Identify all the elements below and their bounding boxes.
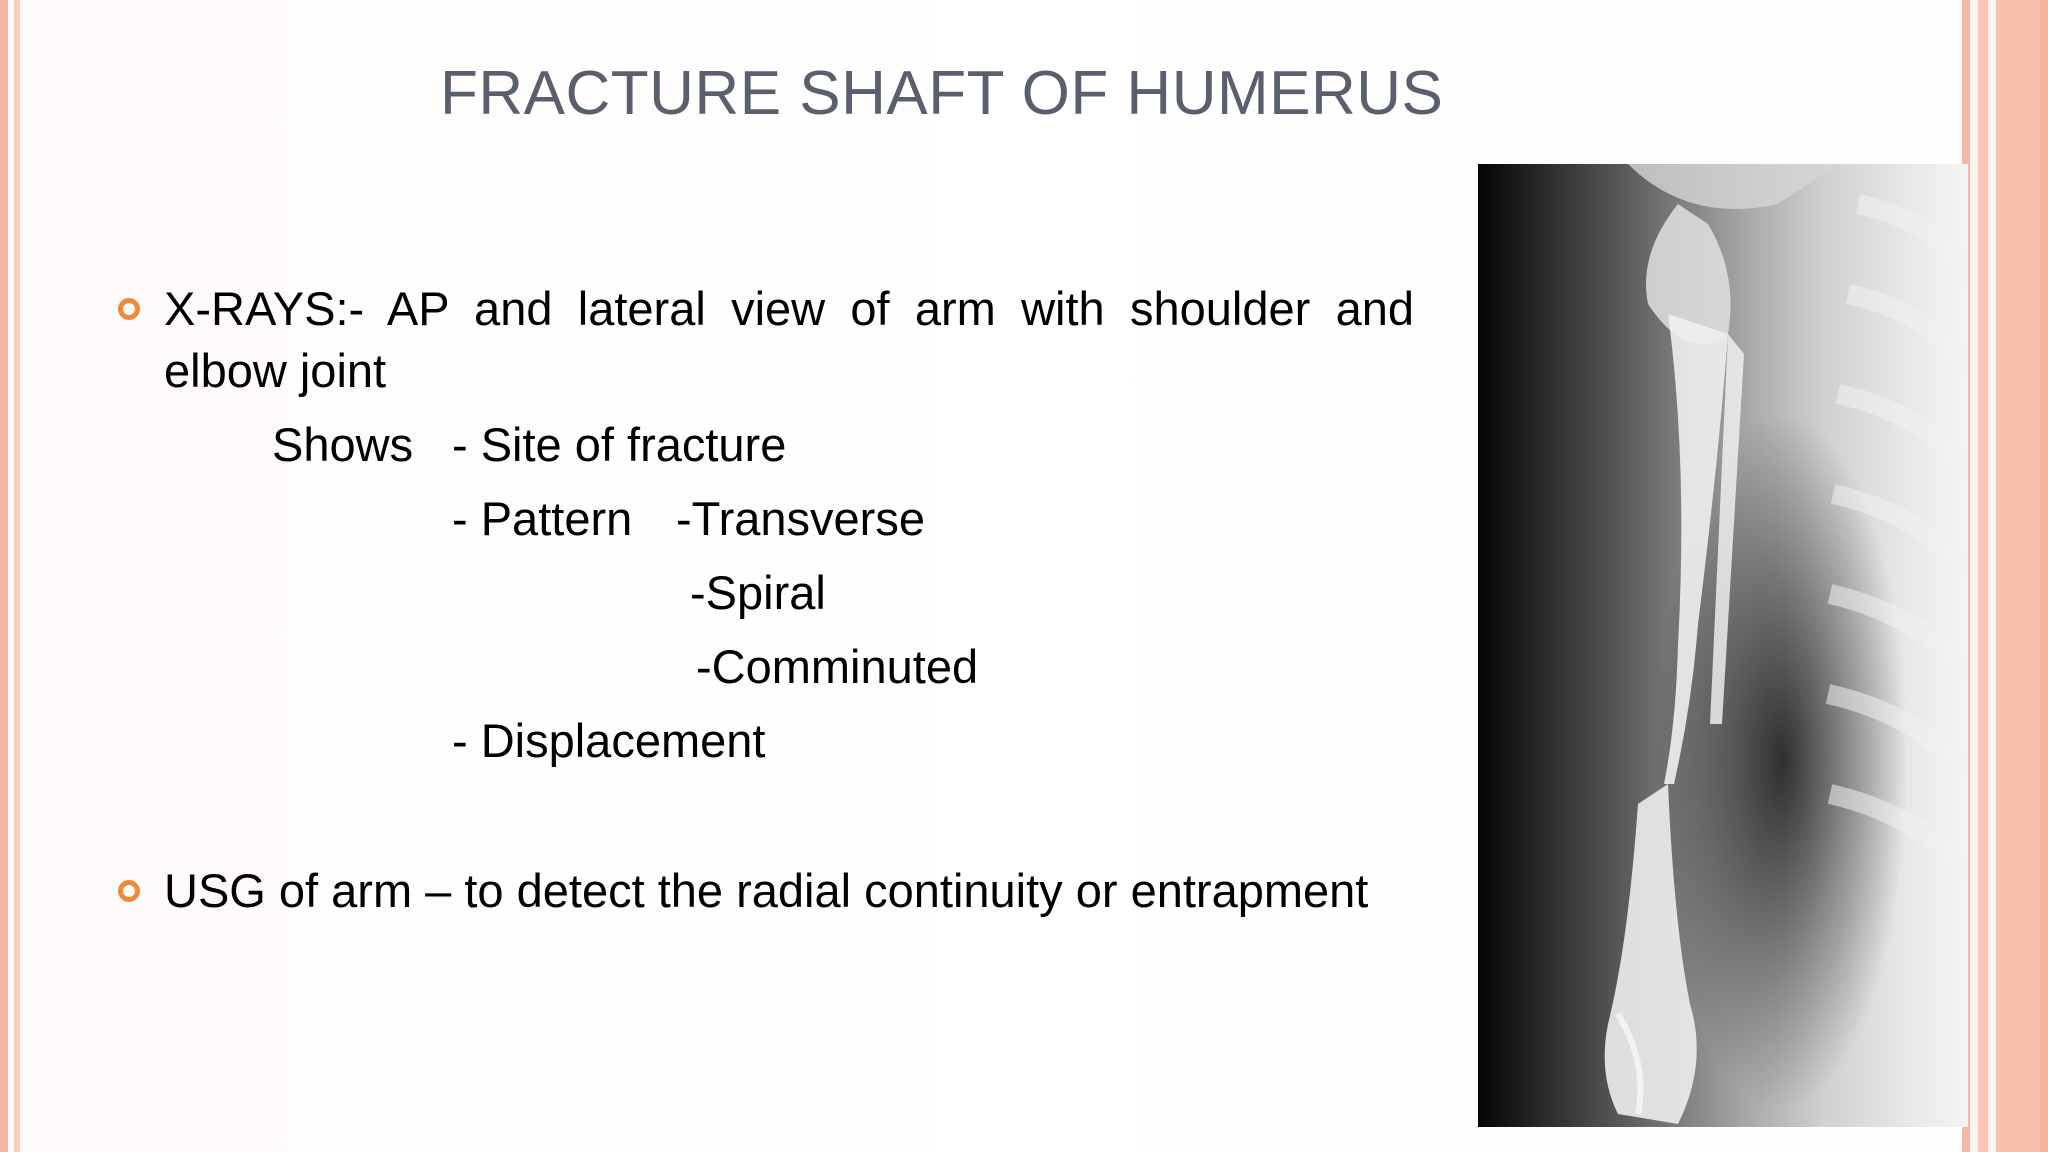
xray-illustration: [1478, 164, 1968, 1127]
xray-image: [1478, 164, 1968, 1127]
right-border-stripe: [1996, 0, 2040, 1152]
right-border-stripe: [1978, 0, 1988, 1152]
right-border-stripe: [2040, 0, 2048, 1152]
slide-title: FRACTURE SHAFT OF HUMERUS: [440, 59, 1444, 128]
left-border-stripe: [0, 0, 8, 1152]
pattern-transverse: -Transverse: [676, 492, 925, 545]
bullet-xrays: [138, 278, 1414, 402]
bullet-circle-icon: [118, 880, 140, 902]
shows-site: - Site of fracture: [452, 418, 787, 471]
slide: [20, 0, 1962, 1152]
pattern-spiral: -Spiral: [690, 566, 826, 619]
bullet-text: USG of arm – to detect the radial continuity or entrapment: [164, 864, 1369, 917]
pattern-comminuted: -Comminuted: [696, 640, 979, 693]
bullet-circle-icon: [118, 298, 140, 320]
bullet-text: X-RAYS:- AP and lateral view of arm with shoulder and elbow joint: [164, 282, 1414, 397]
shows-pattern-label: - Pattern: [452, 492, 633, 545]
bullet-usg: [138, 860, 1414, 922]
shows-label: Shows: [272, 418, 414, 471]
shows-displacement: - Displacement: [452, 714, 766, 767]
